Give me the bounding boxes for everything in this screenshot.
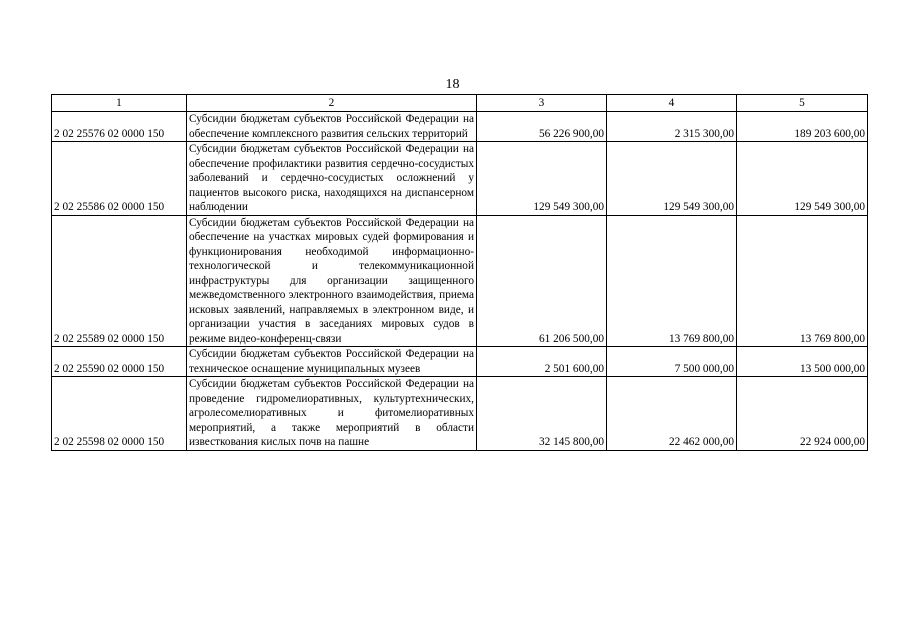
subsidy-name: Субсидии бюджетам субъектов Российской Федерации на техническое оснащение муниципальных музеев [187, 347, 477, 377]
table-row [52, 215, 868, 347]
subsidy-name: Субсидии бюджетам субъектов Российской Федерации на обеспечение комплексного развития сельских территорий [187, 112, 477, 142]
table-header-row [52, 95, 868, 112]
amount-col3: 56 226 900,00 [477, 112, 607, 142]
page-number: 18 [445, 77, 460, 92]
amount-col5: 13 769 800,00 [737, 215, 868, 347]
amount-col5: 13 500 000,00 [737, 347, 868, 377]
subsidy-name: Субсидии бюджетам субъектов Российской Федерации на обеспечение на участках мировых судей формирования и функционирования необходимой информационно-технологической и телекоммуникационной инфраструктуры для организации защищенного межведомственного электронного взаимодействия, приема исковых заявлений, направляемых в электронном виде, и организации участия в заседаниях мировых судов в режиме видео-конференц-связи [187, 215, 477, 347]
budget-table [51, 94, 868, 451]
amount-col4: 2 315 300,00 [607, 112, 737, 142]
amount-col5: 22 924 000,00 [737, 377, 868, 451]
amount-col3: 2 501 600,00 [477, 347, 607, 377]
amount-col5: 189 203 600,00 [737, 112, 868, 142]
budget-code: 2 02 25590 02 0000 150 [52, 347, 187, 377]
budget-code: 2 02 25576 02 0000 150 [52, 112, 187, 142]
amount-col4: 7 500 000,00 [607, 347, 737, 377]
subsidy-name: Субсидии бюджетам субъектов Российской Федерации на проведение гидромелиоративных, культуртехнических, агролесомелиоративных и фитомелиоративных мероприятий, а также мероприятий в области известкования кислых почв на пашне [187, 377, 477, 451]
budget-code: 2 02 25589 02 0000 150 [52, 215, 187, 347]
table-row [52, 142, 868, 216]
column-header-3: 3 [477, 95, 607, 112]
amount-col3: 129 549 300,00 [477, 142, 607, 216]
amount-col3: 61 206 500,00 [477, 215, 607, 347]
amount-col5: 129 549 300,00 [737, 142, 868, 216]
table-row [52, 377, 868, 451]
amount-col4: 22 462 000,00 [607, 377, 737, 451]
column-header-2: 2 [187, 95, 477, 112]
column-header-1: 1 [52, 95, 187, 112]
table-row [52, 347, 868, 377]
column-header-5: 5 [737, 95, 868, 112]
budget-code: 2 02 25598 02 0000 150 [52, 377, 187, 451]
amount-col4: 129 549 300,00 [607, 142, 737, 216]
budget-code: 2 02 25586 02 0000 150 [52, 142, 187, 216]
table-row [52, 112, 868, 142]
amount-col4: 13 769 800,00 [607, 215, 737, 347]
subsidy-name: Субсидии бюджетам субъектов Российской Федерации на обеспечение профилактики развития сердечно-сосудистых заболеваний и сердечно-сосудистых осложнений у пациентов высокого риска, находящихся на диспансерном наблюдении [187, 142, 477, 216]
amount-col3: 32 145 800,00 [477, 377, 607, 451]
column-header-4: 4 [607, 95, 737, 112]
